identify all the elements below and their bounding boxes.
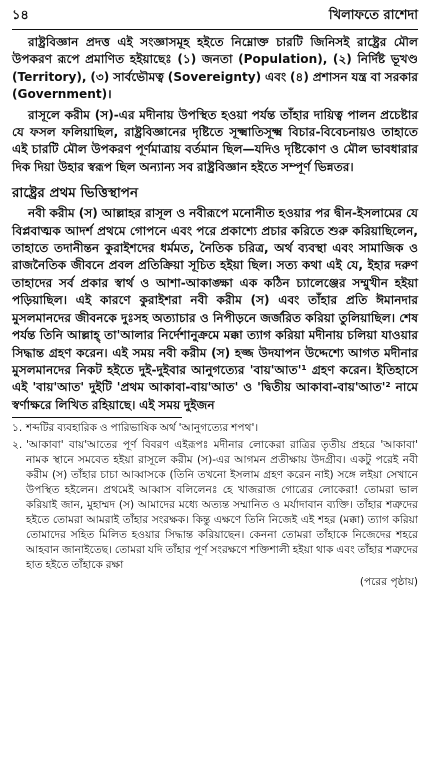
continued-note: (পরের পৃষ্ঠায়) — [359, 576, 418, 589]
footnote-text: 'আকাবা' বায়'আতের পূর্ণ বিবরণ এইরূপঃ মদীনার লোকেরা রাত্রির তৃতীয় প্রহরে 'আকাবা' নামক স্থানে সমবেত হইয়া রাসূলে করীম (স)-এর আগমন প্রতীক্ষায় উদগ্রীব। একটু পরেই নবী করীম (স) তাঁহার চাচা আব্বাসকে (তিনি তখনো ইসলাম গ্রহণ করেন নাই) সঙ্গে লইয়া সেখানে উপস্থিত হইলেন। প্রথমেই আব্বাস বলিলেনঃ হে খাজরাজ গোত্রের লোকেরা! তোমরা ভাল করিয়াই জান, মুহাম্মদ (স) আমাদের মধ্যে অত্যন্ত সম্মানিত ও মর্যাদাবান ব্যক্তি। তাঁহার শত্রুদের হইতে তোমরা আমরাই তাঁহার সংরক্ষক। কিন্তু এক্ষণে তিনি নিজেই এই শহর (মক্কা) ত্যাগ করিয়া তোমাদের সহিত মিলিত হওয়ার সিদ্ধান্ত করিয়াছেন। কেননা তোমরা তাঁহাকে নিজেদের শহরে আহবান জানাইতেছ। তোমরা যদি তাঁহার পূর্ণ সংরক্ষণে শক্তিশালী হইয়া থাক এবং তাঁহার শত্রুদের হাত হইতে তাঁহাকে রক্ষা — [26, 439, 418, 572]
document-page — [12, 6, 418, 589]
section-heading: রাষ্ট্রের প্রথম ভিত্তিস্থাপন — [12, 185, 139, 202]
footnote-text: শব্দটির ব্যবহারিক ও পারিভাষিক অর্থ 'আনুগত্যের শপথ'। — [26, 422, 259, 435]
footnote — [12, 438, 418, 573]
page-number: ১৪ — [12, 8, 29, 23]
section-body: নবী করীম (স) আল্লাহর রাসূল ও নবীরূপে মনোনীত হওয়ার পর দ্বীন-ইসলামের যে বিপ্লবাত্মক আদর্শ প্রথমে গোপনে এবং পরে প্রকাশ্যে প্রচার করিতে শুরু করিয়াছিলেন, তাহাতে তদানীন্তন কুরাইশদের ধর্মমত, নৈতিক চরিত্র, অর্থ ব্যবস্থা এবং সামাজিক ও রাজনৈতিক জীবনে প্রবল প্রতিক্রিয়া সূচিত হইয়া ছিল। সত্য কথা এই যে, ইহার দরুণ তাহাদের সর্ব প্রকার স্বার্থ ও আশা-আকাঙ্ক্ষা এক কঠিন চ্যালেঞ্জের সম্মুখীন হইয়া পড়িয়াছিল। এই কারণে কুরাইশরা নবী করীম (স) এবং তাঁহার প্রতি ঈমানদার মুসলমানদের জীবনকে দুঃসহ অত্যাচার ও নিপীড়নে জর্জরিত করিয়া তুলিয়াছিল। শেষ পর্যন্ত তিনি আল্লাহ্ তা'আলার নির্দেশানুক্রমে মক্কা ত্যাগ করিয়া মদীনায় চলিয়া যাওয়ার সিদ্ধান্ত গ্রহণ করেন। এই সময় নবী করীম (স) হজ্জ উদযাপন উদ্দেশ্যে আগত মদীনার মুসলমানদের নিকট হইতে দুই-দুইবার আনুগত্যের 'বায়'আত'¹ গ্রহণ করেন। ইতিহাসে এই 'বায়'আত' দুইটি 'প্রথম আকাবা-বায়'আত' ও 'দ্বিতীয় আকাবা-বায়'আত'² নামে স্বর্ণাক্ষরে লিখিত রহিয়াছে। এই সময় দুইজন — [12, 206, 418, 412]
footnote-divider — [12, 417, 182, 418]
footnote — [12, 421, 418, 436]
footnote-number: ২. — [12, 439, 23, 452]
running-title: খিলাফতে রাশেদা — [328, 8, 418, 23]
footnote-number: ১. — [12, 422, 23, 435]
paragraph-definitions: রাষ্ট্রবিজ্ঞান প্রদত্ত এই সংজ্ঞাসমূহ হইতে নিম্নোক্ত চারটি জিনিসই রাষ্ট্রের মৌল উপকরণ রূপে প্রমাণিত হইয়াছেঃ (১) জনতা (Population), (২) নির্দিষ্ট ভূখণ্ড (Territory), (৩) সার্বভৌমত্ব (Sovereignty) এবং (৪) প্রশাসন যন্ত্র বা সরকার (Government)। — [12, 35, 418, 102]
running-header — [12, 6, 418, 30]
paragraph-medina: রাসূলে করীম (স)-এর মদীনায় উপস্থিত হওয়া পর্যন্ত তাঁহার দায়িত্ব পালন প্রচেষ্টার যে ফসল ফলিয়াছিল, রাষ্ট্রবিজ্ঞানের দৃষ্টিতে সূক্ষ্মাতিসূক্ষ্ম বিচার-বিবেচনায়ও তাহাতে এই চারটি মৌল উপকরণ পূর্ণমাত্রায় বর্তমান ছিল—যদিও দৃষ্টিকোণ ও মৌল ভাবধারার দিক দিয়া উহার স্বরূপ ছিল অন্যান্য সব রাষ্ট্রবিজ্ঞান হইতে সম্পূর্ণ ভিন্নতর। — [12, 107, 418, 174]
